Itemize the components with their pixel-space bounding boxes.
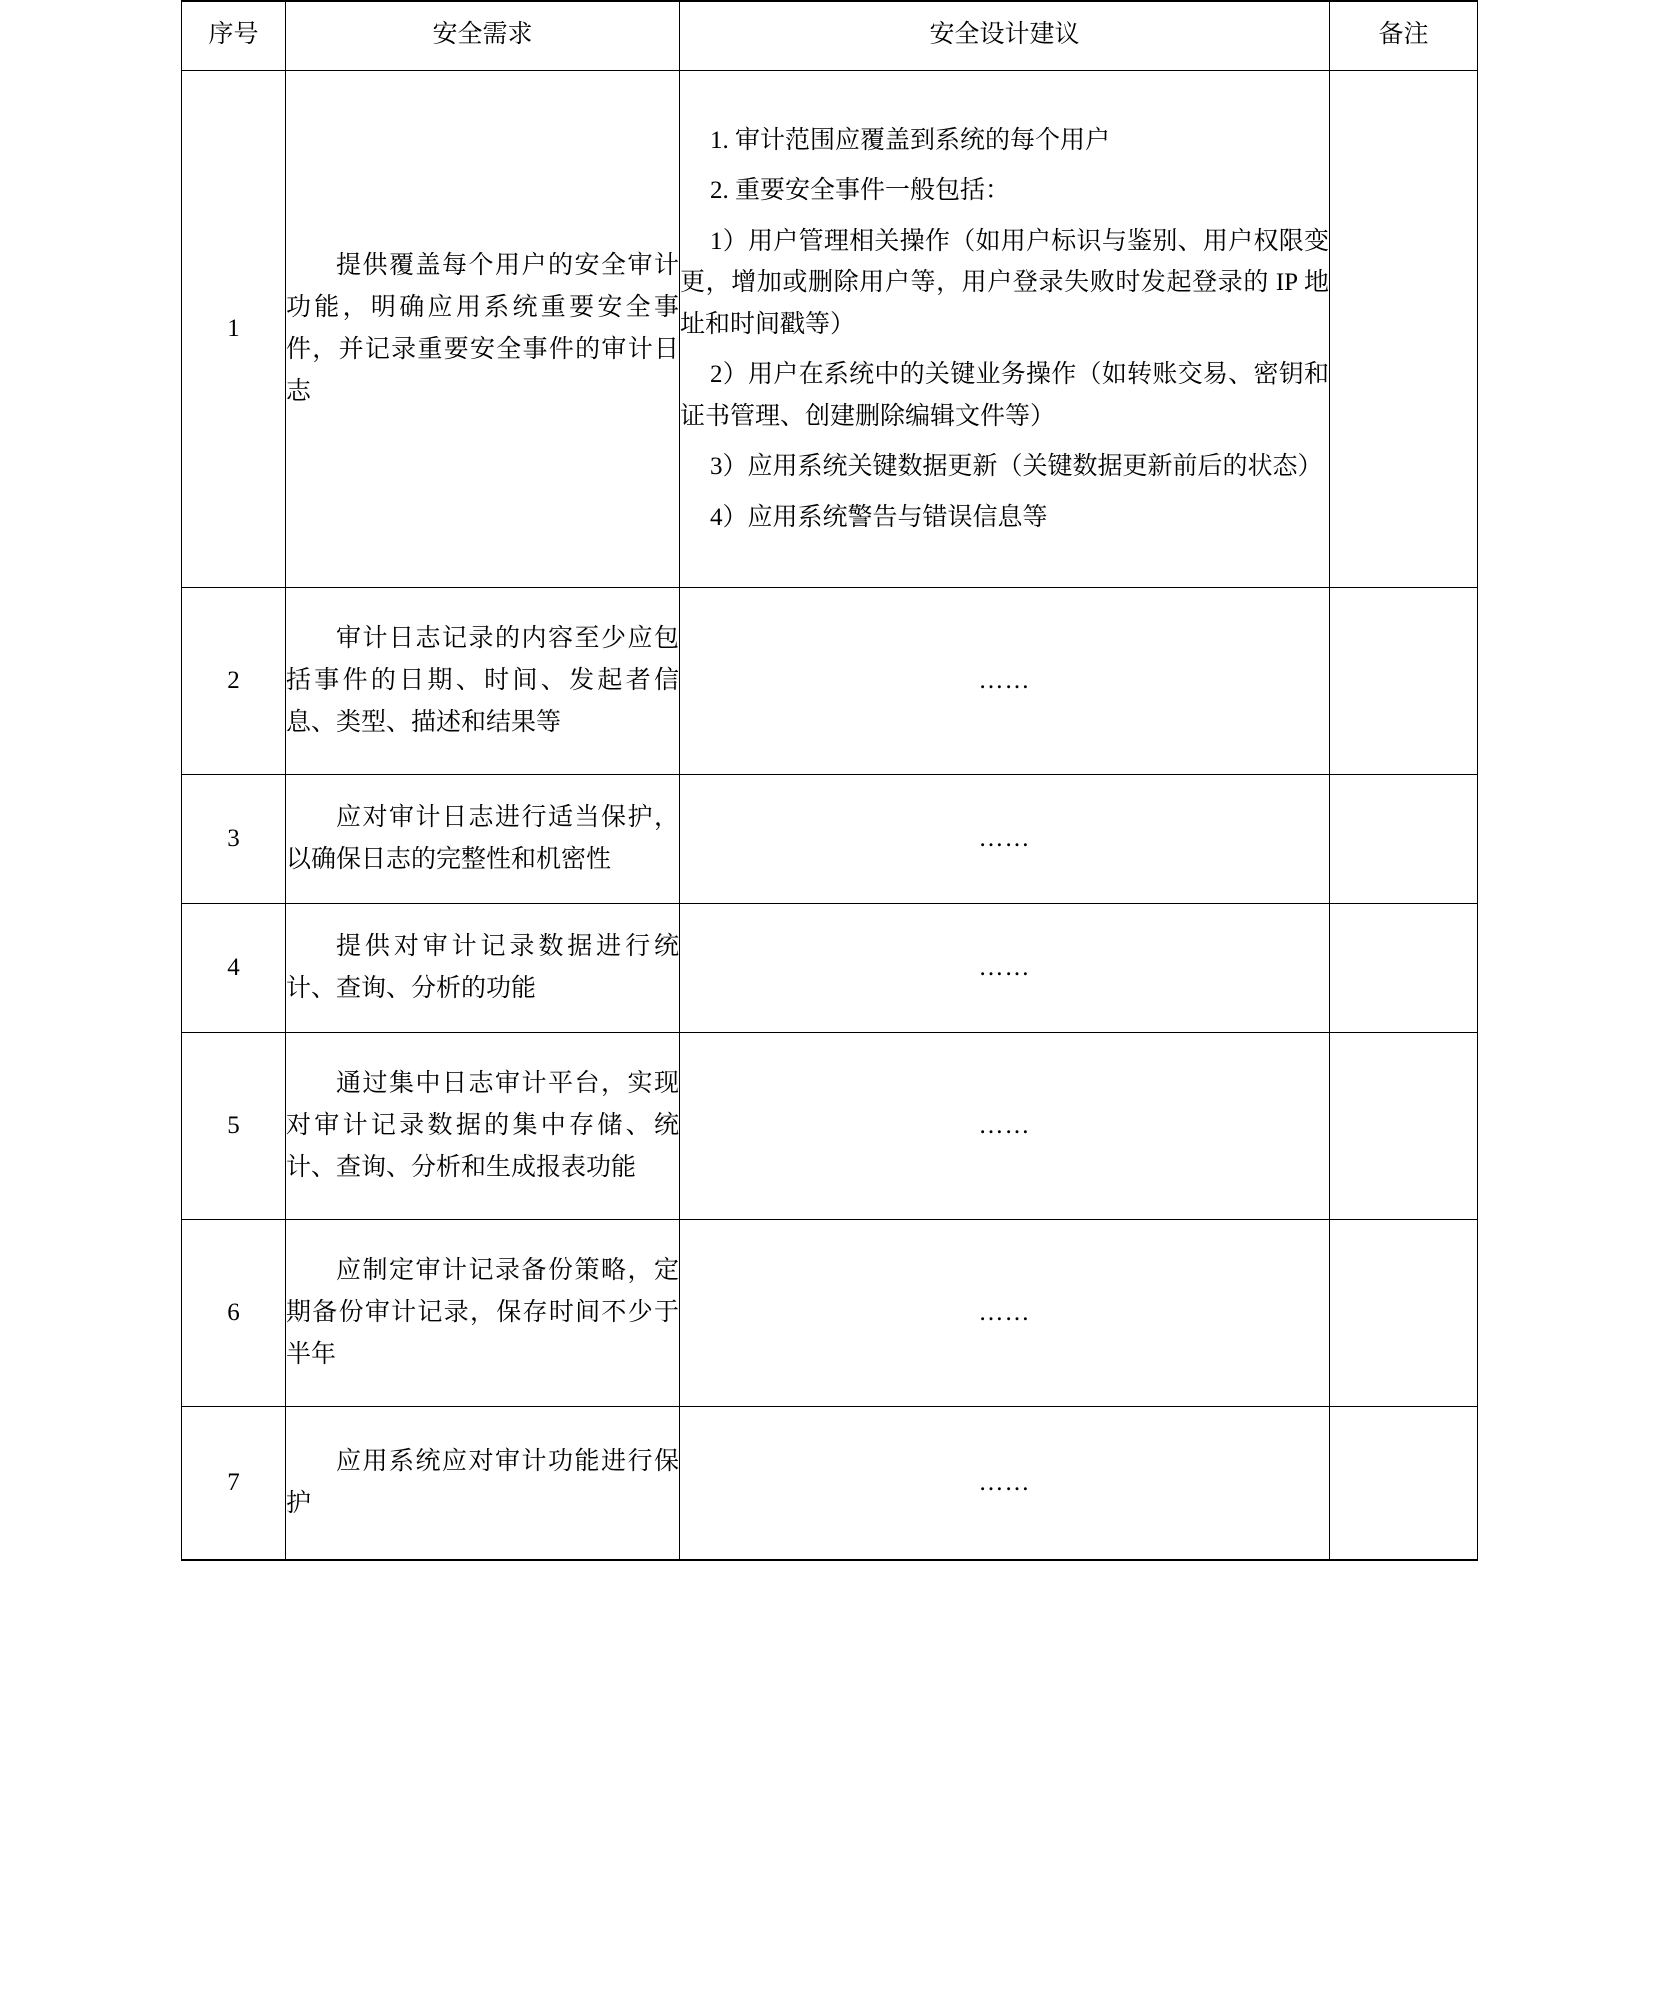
row-requirement <box>286 71 680 588</box>
row-note <box>1330 904 1478 1033</box>
advice-placeholder: …… <box>978 667 1031 694</box>
row-requirement <box>286 1407 680 1561</box>
row-seq: 5 <box>182 1033 286 1220</box>
requirement-text: 通过集中日志审计平台，实现对审计记录数据的集中存储、统计、查询、分析和生成报表功能 <box>286 1070 679 1181</box>
row-seq: 6 <box>182 1220 286 1407</box>
column-header-requirement: 安全需求 <box>286 1 680 71</box>
table-row <box>182 1220 1478 1407</box>
table-header-row <box>182 1 1478 71</box>
advice-line: 2. 重要安全事件一般包括： <box>710 177 1011 205</box>
row-requirement <box>286 775 680 904</box>
requirement-text: 提供对审计记录数据进行统计、查询、分析的功能 <box>286 933 679 1002</box>
row-seq: 2 <box>182 588 286 775</box>
table-row <box>182 588 1478 775</box>
table-row <box>182 1407 1478 1561</box>
row-seq: 1 <box>182 71 286 588</box>
requirement-text: 审计日志记录的内容至少应包括事件的日期、时间、发起者信息、类型、描述和结果等 <box>286 625 679 736</box>
row-note <box>1330 71 1478 588</box>
requirement-text: 应制定审计记录备份策略，定期备份审计记录，保存时间不少于半年 <box>286 1257 679 1368</box>
advice-line: 3）应用系统关键数据更新（关键数据更新前后的状态） <box>710 453 1323 481</box>
column-header-note: 备注 <box>1330 1 1478 71</box>
row-advice <box>680 775 1330 904</box>
table-row <box>182 904 1478 1033</box>
row-seq: 4 <box>182 904 286 1033</box>
advice-placeholder: …… <box>978 825 1031 852</box>
advice-line: 1）用户管理相关操作（如用户标识与鉴别、用户权限变更，增加或删除用户等，用户登录失败时发起登录的 IP 地址和时间戳等） <box>680 227 1329 338</box>
advice-placeholder: …… <box>978 1469 1031 1496</box>
row-note <box>1330 1407 1478 1561</box>
row-requirement <box>286 1220 680 1407</box>
row-note <box>1330 1220 1478 1407</box>
row-advice <box>680 588 1330 775</box>
row-advice <box>680 71 1330 588</box>
row-note <box>1330 775 1478 904</box>
row-note <box>1330 1033 1478 1220</box>
column-header-seq: 序号 <box>182 1 286 71</box>
row-note <box>1330 588 1478 775</box>
advice-placeholder: …… <box>978 1112 1031 1139</box>
row-requirement <box>286 588 680 775</box>
table-row <box>182 775 1478 904</box>
row-advice <box>680 1220 1330 1407</box>
row-requirement <box>286 904 680 1033</box>
advice-line: 2）用户在系统中的关键业务操作（如转账交易、密钥和证书管理、创建删除编辑文件等） <box>680 361 1329 430</box>
table-header <box>182 1 1478 71</box>
advice-placeholder: …… <box>978 954 1031 981</box>
table-row <box>182 1033 1478 1220</box>
requirement-text: 提供覆盖每个用户的安全审计功能，明确应用系统重要安全事件，并记录重要安全事件的审计日志 <box>286 252 679 405</box>
advice-placeholder: …… <box>978 1299 1031 1326</box>
requirement-text: 应用系统应对审计功能进行保护 <box>286 1448 679 1517</box>
table-row <box>182 71 1478 588</box>
advice-line: 1. 审计范围应覆盖到系统的每个用户 <box>710 126 1111 154</box>
row-seq: 3 <box>182 775 286 904</box>
row-advice <box>680 904 1330 1033</box>
row-advice <box>680 1407 1330 1561</box>
advice-line: 4）应用系统警告与错误信息等 <box>710 503 1048 531</box>
requirement-text: 应对审计日志进行适当保护，以确保日志的完整性和机密性 <box>286 804 679 873</box>
security-requirements-table <box>181 0 1478 1561</box>
row-seq: 7 <box>182 1407 286 1561</box>
table-body <box>182 71 1478 1561</box>
column-header-advice: 安全设计建议 <box>680 1 1330 71</box>
row-advice <box>680 1033 1330 1220</box>
row-requirement <box>286 1033 680 1220</box>
